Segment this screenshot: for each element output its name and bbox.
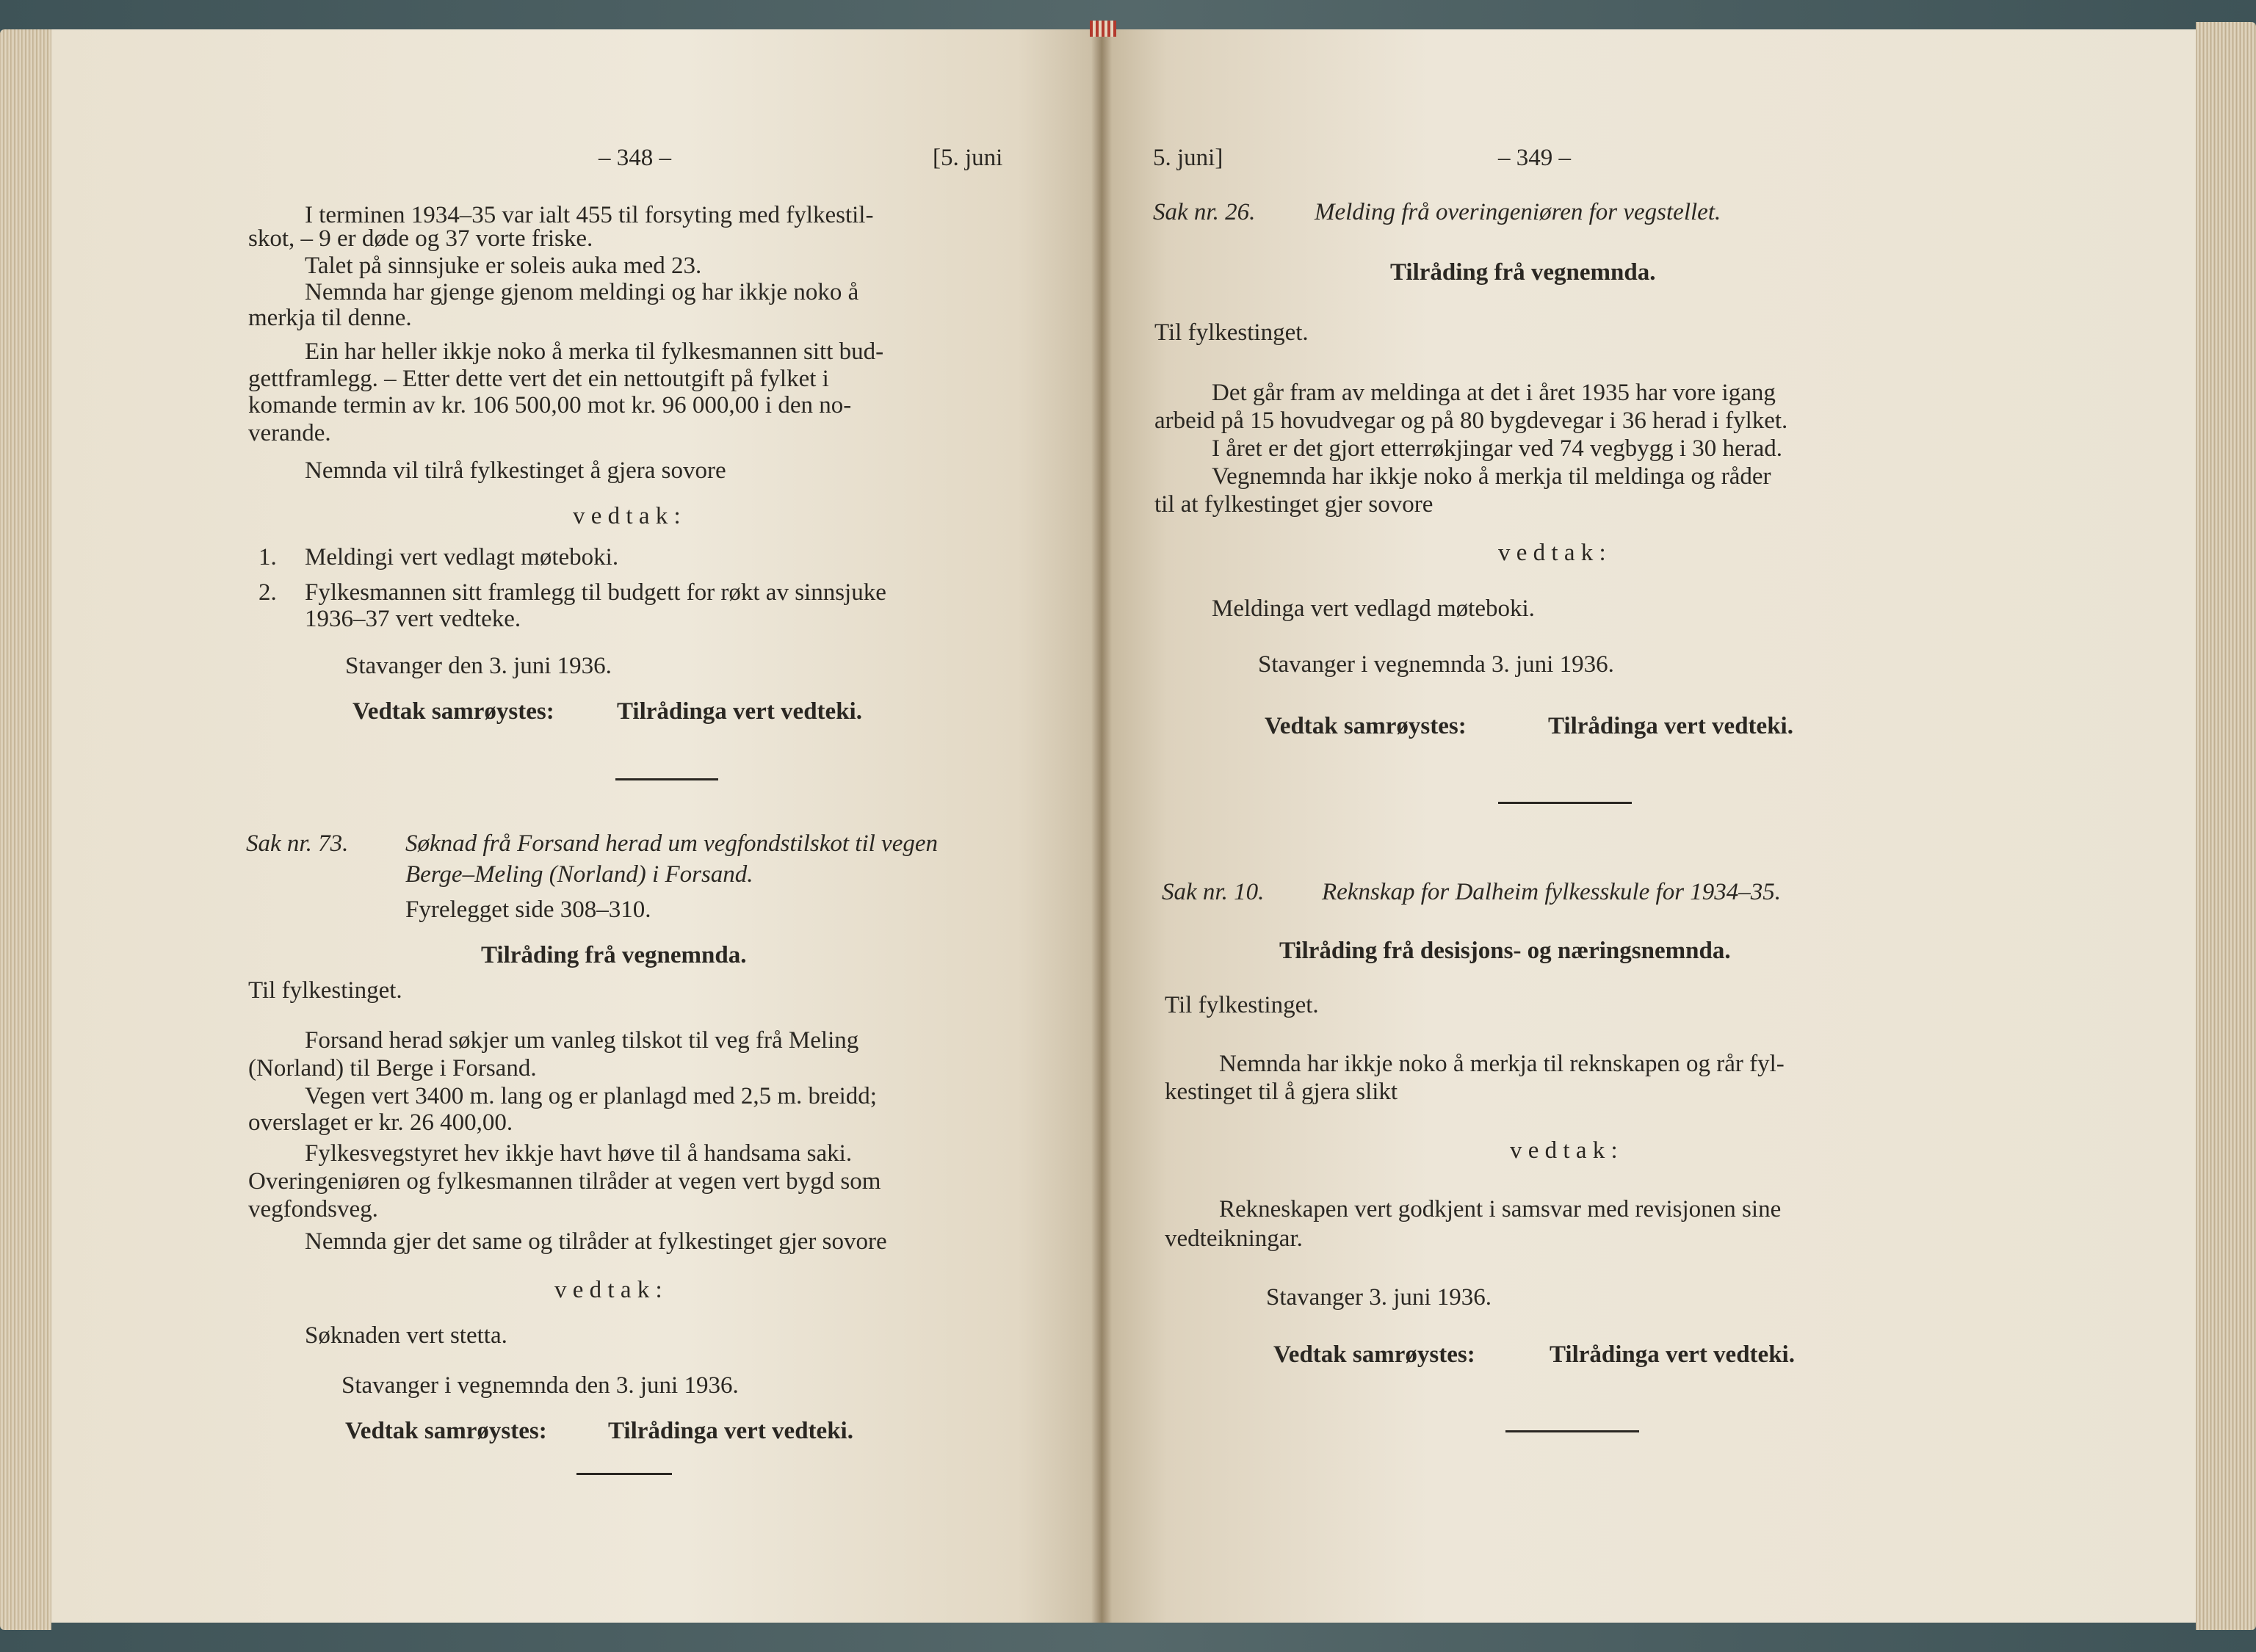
sak-title: Søknad frå Forsand herad um vegfondstilskot til vegen	[405, 830, 938, 857]
list-item: 1936–37 vert vedteke.	[305, 606, 521, 632]
paragraph-line: arbeid på 15 hovudvegar og på 80 bygdevegar i 36 herad i fylket.	[1154, 407, 1788, 434]
paragraph-line: Fylkesvegstyret hev ikkje havt høve til å handsama saki.	[305, 1140, 853, 1167]
vedtak-label: v e d t a k :	[573, 503, 681, 529]
decision-text: vedteikningar.	[1165, 1225, 1303, 1252]
sak-number: Sak nr. 10.	[1162, 879, 1265, 905]
addressee: Til fylkestinget.	[1165, 992, 1319, 1018]
addressee: Til fylkestinget.	[1154, 319, 1309, 346]
vedtak-samroystes: Vedtak samrøystes:	[1265, 713, 1467, 739]
paragraph-line: Det går fram av meldinga at det i året 1935 har vore igang	[1212, 380, 1776, 406]
addressee: Til fylkestinget.	[248, 977, 402, 1004]
paragraph-line: Nemnda gjer det same og tilråder at fylkestinget gjer sovore	[305, 1228, 887, 1255]
fyrelegget: Fyrelegget side 308–310.	[405, 896, 651, 923]
section-heading: Tilråding frå vegnemnda.	[1390, 259, 1656, 286]
section-divider	[576, 1473, 672, 1475]
paragraph-line: vegfondsveg.	[248, 1196, 378, 1222]
page-number-left: – 348 –	[599, 145, 671, 171]
paragraph-line: Talet på sinnsjuke er soleis auka med 23.	[305, 253, 702, 279]
section-heading: Tilråding frå vegnemnda.	[481, 942, 747, 968]
running-head-left: [5. juni	[933, 145, 1003, 171]
tilradinga-vedteki: Tilrådinga vert vedteki.	[1550, 1341, 1795, 1368]
tilradinga-vedteki: Tilrådinga vert vedteki.	[617, 698, 862, 725]
running-head-right: 5. juni]	[1153, 145, 1223, 171]
section-heading: Tilråding frå desisjons- og næringsnemnda.	[1279, 938, 1731, 964]
sak-number: Sak nr. 73.	[246, 830, 349, 857]
paragraph-line: kestinget til å gjera slikt	[1165, 1079, 1398, 1105]
sak-title: Berge–Meling (Norland) i Forsand.	[405, 861, 753, 888]
paragraph-line: komande termin av kr. 106 500,00 mot kr. 96 000,00 i den no-	[248, 392, 852, 419]
paragraph-line: gettframlegg. – Etter dette vert det ein nettoutgift på fylket i	[248, 366, 829, 392]
section-divider	[1498, 802, 1632, 804]
tilradinga-vedteki: Tilrådinga vert vedteki.	[1548, 713, 1793, 739]
list-number: 1.	[258, 544, 277, 570]
decision-text: Meldinga vert vedlagd møteboki.	[1212, 595, 1535, 622]
right-page-edges	[2196, 22, 2256, 1630]
vedtak-samroystes: Vedtak samrøystes:	[345, 1418, 547, 1444]
page-number-right: – 349 –	[1498, 145, 1571, 171]
vedtak-label: v e d t a k :	[1498, 540, 1606, 566]
binding-headband	[1090, 21, 1116, 37]
list-item: Meldingi vert vedlagt møteboki.	[305, 544, 619, 570]
paragraph-line: Nemnda har gjenge gjenom meldingi og har ikkje noko å	[305, 279, 859, 305]
paragraph-line: Ein har heller ikkje noko å merka til fylkesmannen sitt bud-	[305, 338, 884, 365]
paragraph-line: Vegnemnda har ikkje noko å merkja til meldinga og råder	[1212, 463, 1771, 490]
left-page-edges	[0, 29, 51, 1630]
decision-text: Søknaden vert stetta.	[305, 1322, 507, 1349]
paragraph-line: Nemnda vil tilrå fylkestinget å gjera sovore	[305, 457, 726, 484]
sak-number: Sak nr. 26.	[1153, 199, 1256, 225]
paragraph-line: Vegen vert 3400 m. lang og er planlagd med 2,5 m. breidd;	[305, 1083, 877, 1109]
stavanger-date: Stavanger den 3. juni 1936.	[345, 653, 612, 679]
section-divider	[1505, 1430, 1639, 1432]
paragraph-line: I året er det gjort etterrøkjingar ved 74 vegbygg i 30 herad.	[1212, 435, 1783, 462]
sak-title: Reknskap for Dalheim fylkesskule for 1934–35.	[1322, 879, 1782, 905]
book-gutter	[1091, 29, 1112, 1623]
paragraph-line: skot, – 9 er døde og 37 vorte friske.	[248, 225, 593, 252]
vedtak-samroystes: Vedtak samrøystes:	[352, 698, 554, 725]
paragraph-line: (Norland) til Berge i Forsand.	[248, 1055, 537, 1082]
paragraph-line: Overingeniøren og fylkesmannen tilråder at vegen vert bygd som	[248, 1168, 881, 1195]
paragraph-line: Nemnda har ikkje noko å merkja til reknskapen og rår fyl-	[1219, 1051, 1785, 1077]
stavanger-date: Stavanger i vegnemnda 3. juni 1936.	[1258, 651, 1614, 678]
tilradinga-vedteki: Tilrådinga vert vedteki.	[608, 1418, 853, 1444]
list-number: 2.	[258, 579, 277, 606]
paragraph-line: merkja til denne.	[248, 305, 412, 331]
stavanger-date: Stavanger 3. juni 1936.	[1266, 1284, 1492, 1311]
paragraph-line: Forsand herad søkjer um vanleg tilskot til veg frå Meling	[305, 1027, 859, 1054]
stavanger-date: Stavanger i vegnemnda den 3. juni 1936.	[341, 1372, 739, 1399]
paragraph-line: til at fylkestinget gjer sovore	[1154, 491, 1434, 518]
list-item: Fylkesmannen sitt framlegg til budgett for røkt av sinnsjuke	[305, 579, 886, 606]
paragraph-line: verande.	[248, 420, 331, 446]
vedtak-label: v e d t a k :	[554, 1277, 662, 1303]
paragraph-line: overslaget er kr. 26 400,00.	[248, 1109, 513, 1136]
paragraph-line: I terminen 1934–35 var ialt 455 til forsyting med fylkestil-	[305, 202, 874, 228]
sak-title: Melding frå overingeniøren for vegstellet.	[1315, 199, 1721, 225]
vedtak-samroystes: Vedtak samrøystes:	[1273, 1341, 1475, 1368]
vedtak-label: v e d t a k :	[1510, 1137, 1618, 1164]
decision-text: Rekneskapen vert godkjent i samsvar med revisjonen sine	[1219, 1196, 1782, 1222]
section-divider	[615, 778, 718, 780]
